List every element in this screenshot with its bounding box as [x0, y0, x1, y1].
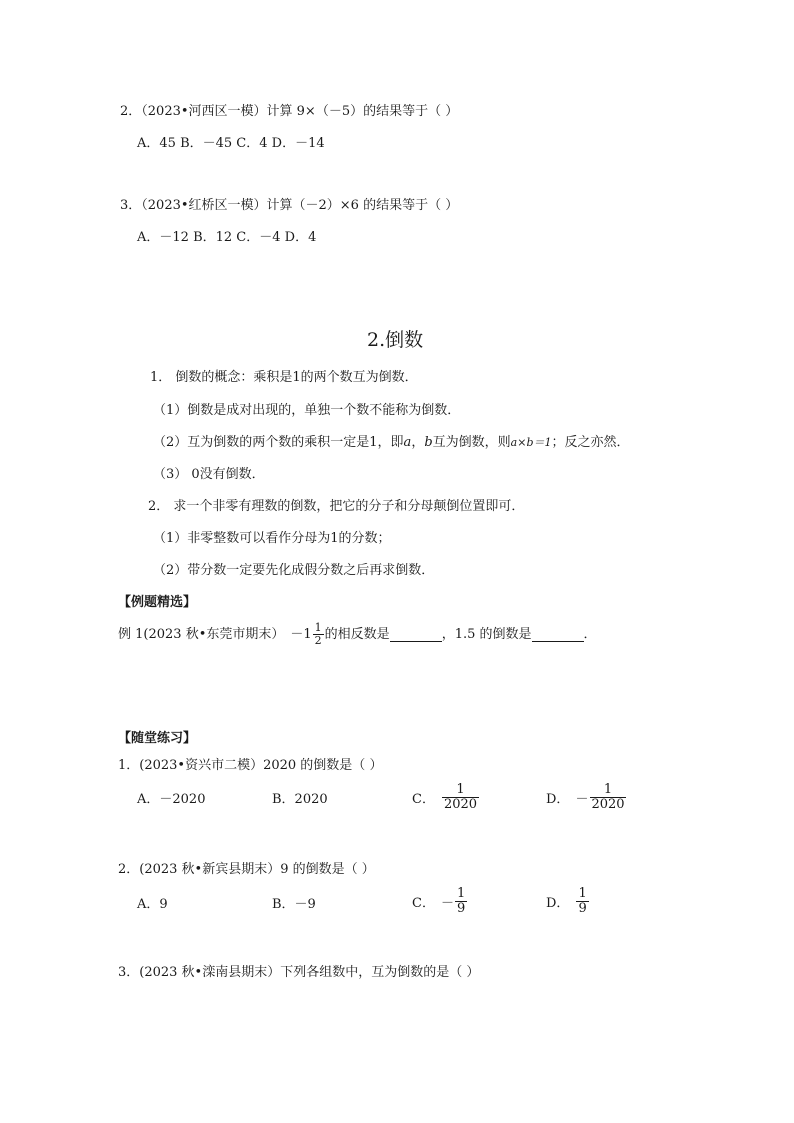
option-d-numerator: 1	[590, 783, 626, 798]
option-d-fraction	[589, 783, 626, 812]
example-end: ．	[583, 626, 597, 642]
answer-blank-2[interactable]	[532, 628, 584, 642]
example-mid: 的相反数是	[324, 626, 390, 642]
option-d-denominator: 2020	[591, 797, 625, 812]
practice-header: 【随堂练习】	[118, 731, 197, 746]
variable-b: b	[424, 435, 433, 450]
practice-q2-option-b: B．－9	[272, 897, 316, 912]
practice-q1-option-d	[546, 783, 628, 812]
concept-line-6: （1）非零整数可以看作分母为1的分数；	[153, 531, 391, 546]
option-c-fraction	[455, 887, 467, 916]
question-2-stem: 2．（2023•河西区一模）计算 9×（－5）的结果等于（ ）	[120, 104, 459, 119]
option-c-denominator: 2020	[443, 797, 478, 812]
mixed-sign: －	[290, 626, 304, 642]
practice-q2-option-c	[412, 887, 468, 916]
practice-q1-option-c	[412, 783, 480, 812]
mixed-whole: 1	[303, 626, 312, 642]
practice-q3-stem: 3．(2023 秋•滦南县期末）下列各组数中，互为倒数的是（ ）	[118, 965, 480, 980]
practice-q2-option-a: A．9	[137, 897, 168, 912]
option-c-label: C．	[412, 792, 435, 807]
concept-line-3-tail: ；反之亦然．	[551, 435, 630, 450]
concept-line-3-text: （2）互为倒数的两个数的乘积一定是1，即	[153, 435, 404, 450]
option-c-numerator: 1	[442, 783, 478, 798]
concept-line-5: 2． 求一个非零有理数的倒数，把它的分子和分母颠倒位置即可．	[148, 499, 525, 514]
example-prefix: 例 1(2023 秋•东莞市期末）	[118, 626, 285, 642]
option-d-numerator: 1	[578, 886, 587, 901]
product-equation: a×b＝1	[510, 436, 552, 449]
example-1	[118, 622, 597, 647]
option-d-sign: －	[575, 792, 589, 807]
question-2-options: A．45 B．－45 C．4 D．－14	[137, 136, 325, 151]
option-c-fraction	[442, 783, 479, 812]
mixed-number	[290, 622, 324, 647]
option-c-numerator: 1	[456, 886, 466, 901]
concept-line-3-mid: 互为倒数，则	[432, 435, 511, 450]
concept-line-2: （1）倒数是成对出现的，单独一个数不能称为倒数．	[153, 403, 461, 418]
mixed-denominator: 2	[314, 634, 322, 647]
option-d-label: D．	[546, 792, 570, 807]
concept-line-1: 1． 倒数的概念：乘积是1的两个数互为倒数．	[150, 370, 418, 385]
mixed-fraction	[313, 622, 324, 647]
concept-line-7: （2）带分数一定要先化成假分数之后再求倒数．	[153, 563, 435, 578]
practice-q2-option-d	[546, 887, 590, 916]
example-header: 【例题精选】	[118, 595, 197, 610]
comma: ，	[411, 435, 425, 450]
option-d-denominator: 9	[578, 901, 587, 916]
option-d-label: D．	[546, 896, 570, 911]
practice-q1-stem: 1．(2023•资兴市二模）2020 的倒数是（ ）	[118, 758, 383, 773]
practice-q2-stem: 2．(2023 秋•新宾县期末）9 的倒数是（ ）	[118, 862, 375, 877]
concept-line-4: （3） 0没有倒数．	[153, 467, 265, 482]
example-mid2: ，1.5 的倒数是	[441, 626, 532, 642]
answer-blank-1[interactable]	[390, 628, 442, 642]
mixed-numerator: 1	[314, 621, 322, 634]
concept-line-3	[153, 434, 630, 452]
option-c-sign: －	[440, 896, 454, 911]
variable-a: a	[403, 435, 412, 450]
question-3-options: A．－12 B．12 C．－4 D．4	[137, 230, 317, 245]
question-3-stem: 3．（2023•红桥区一模）计算（－2）×6 的结果等于（ ）	[120, 198, 459, 213]
option-d-fraction	[576, 887, 588, 916]
option-c-denominator: 9	[456, 901, 466, 916]
option-c-label: C．	[412, 896, 435, 911]
section-title: 2.倒数	[367, 329, 424, 351]
practice-q1-option-b: B．2020	[272, 792, 328, 807]
practice-q1-option-a: A．－2020	[137, 792, 206, 807]
